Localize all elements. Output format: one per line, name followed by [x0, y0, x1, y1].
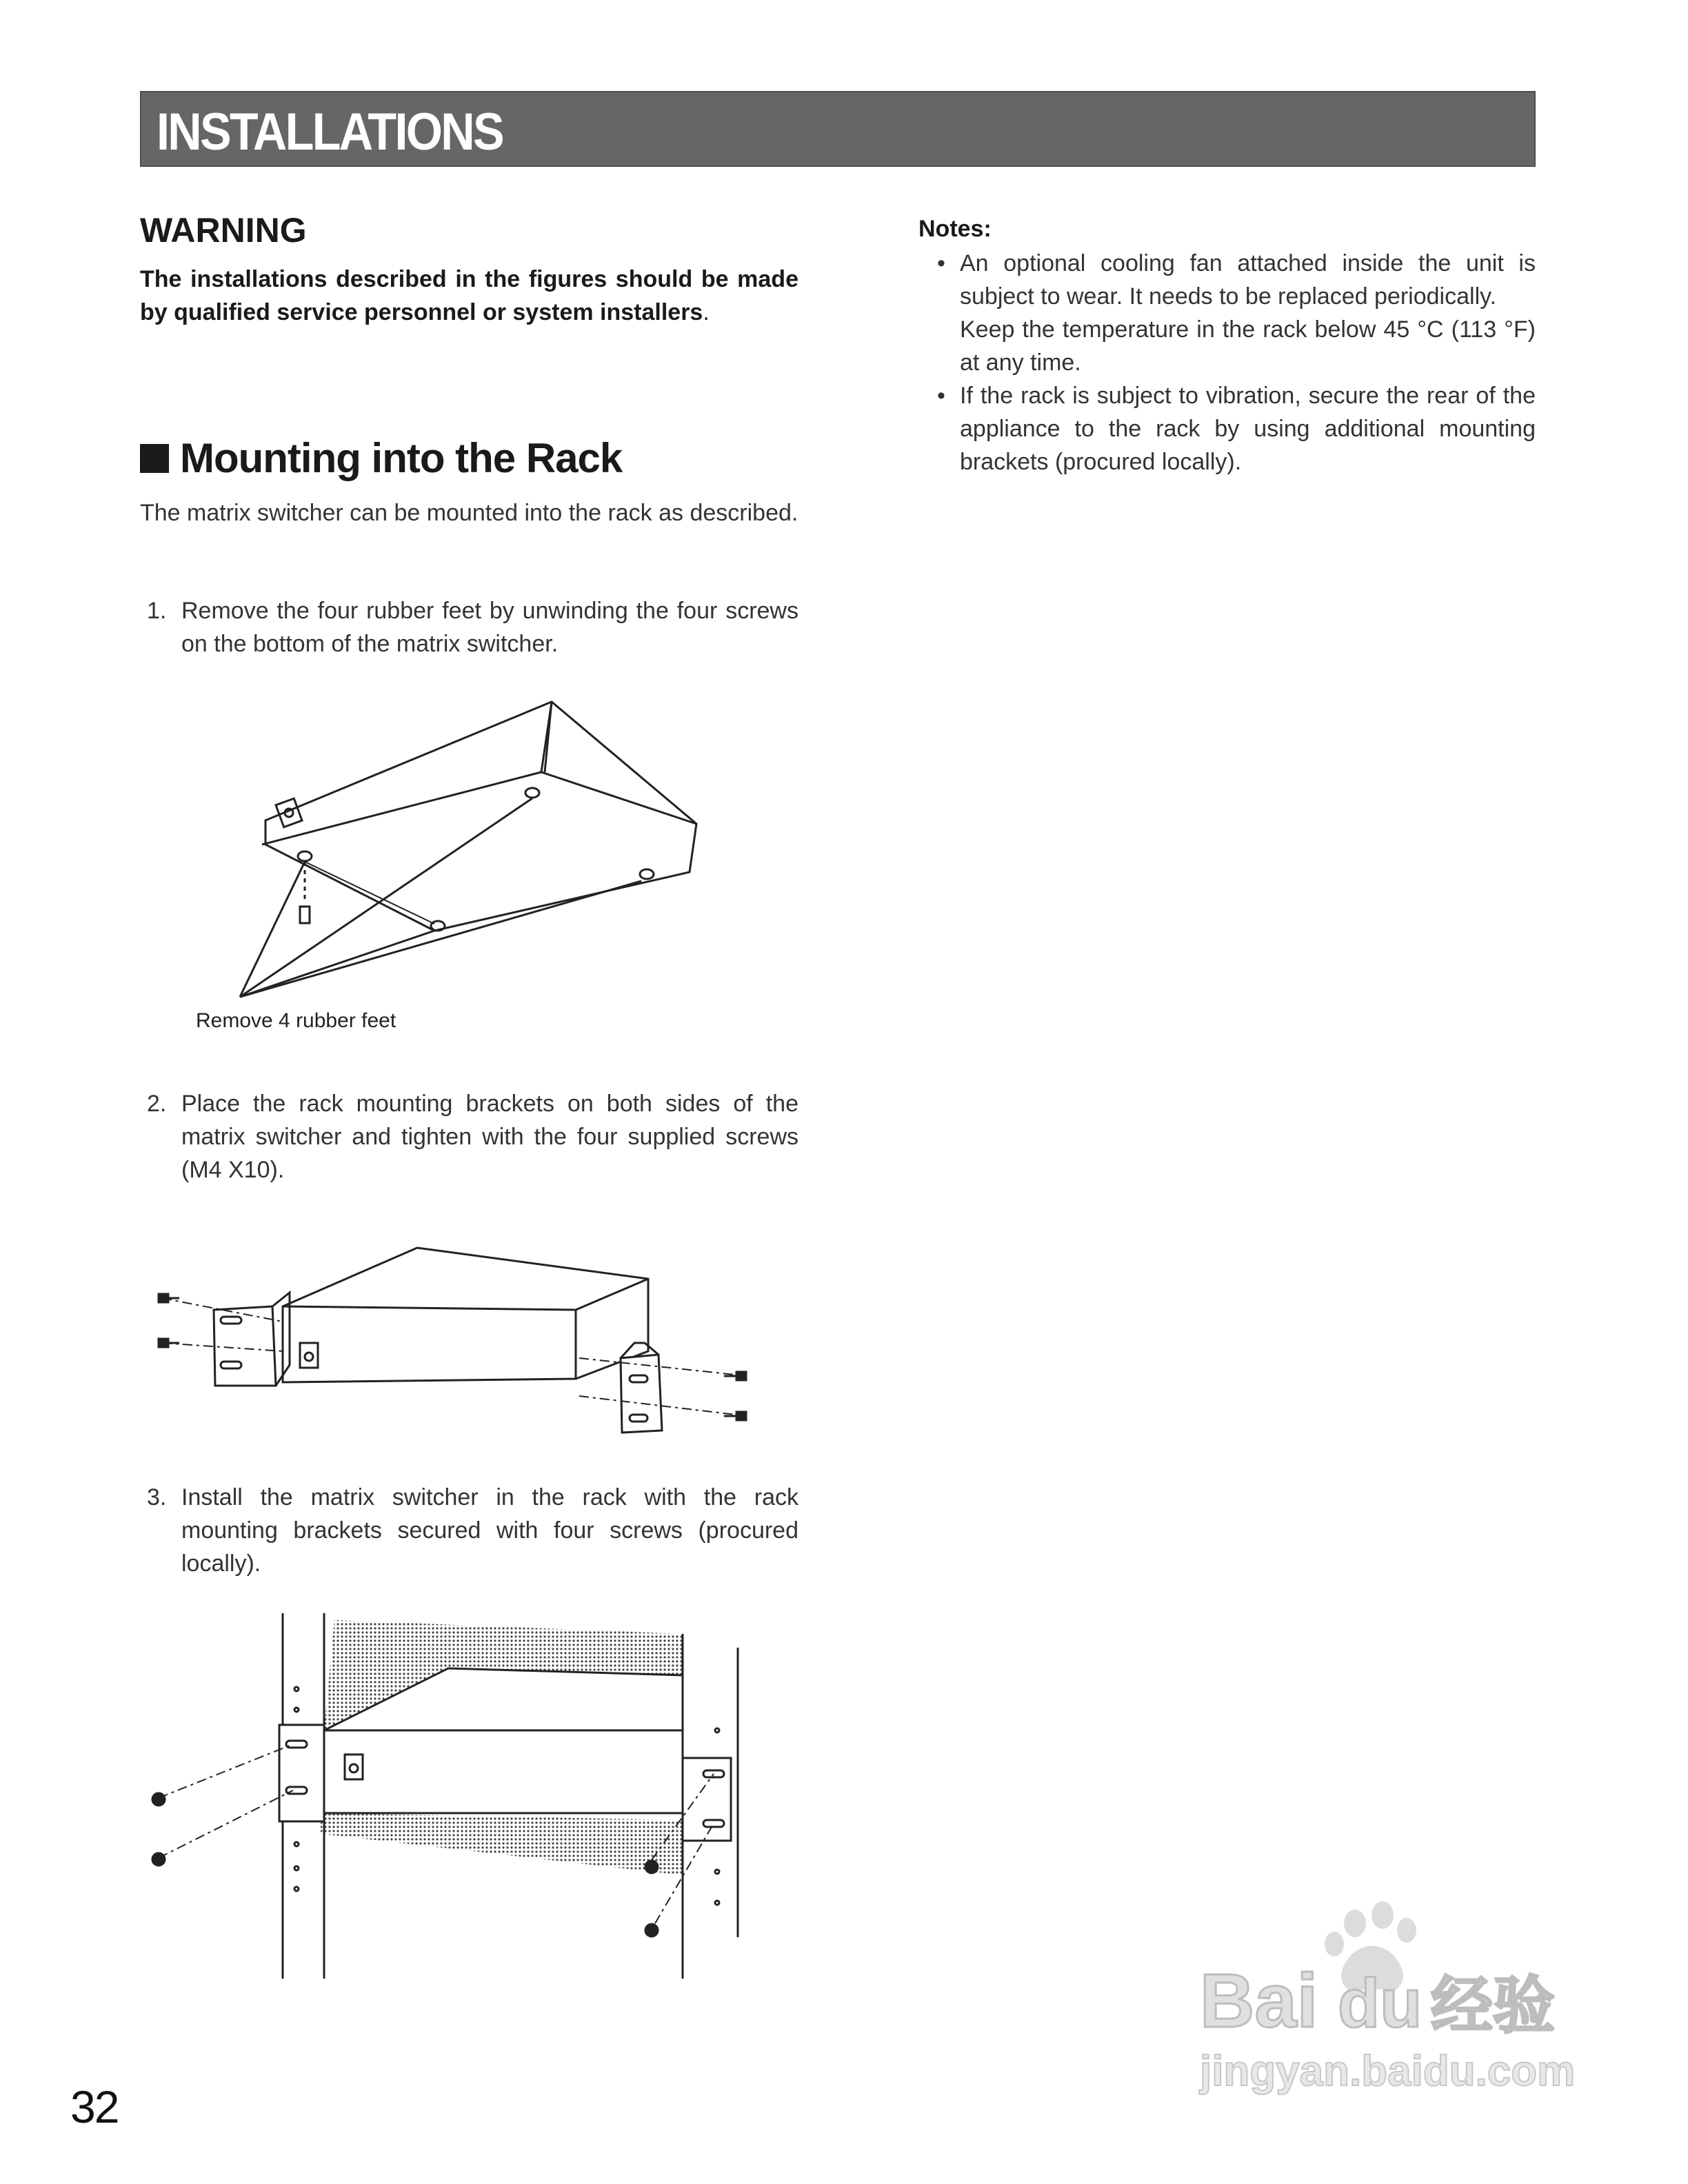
- step-2: [147, 1087, 798, 1186]
- svg-text:jingyan.baidu.com: jingyan.baidu.com: [1200, 2048, 1576, 2095]
- step-3: [147, 1481, 798, 1580]
- notes-heading: Notes:: [918, 216, 992, 242]
- figure-1-caption: Remove 4 rubber feet: [196, 1009, 396, 1032]
- svg-text:Bai: Bai: [1200, 1959, 1318, 2043]
- bullet-icon: •: [937, 383, 945, 409]
- note-text: Keep the temperature in the rack below 45 °C (113 °F) at any time.: [960, 316, 1536, 376]
- section-header-bar: [140, 91, 1536, 167]
- step-text: Install the matrix switcher in the rack with the rack mounting brackets secured with four screws (procured locally).: [181, 1484, 798, 1577]
- svg-text:du: du: [1338, 1965, 1423, 2042]
- square-bullet-icon: [140, 444, 169, 473]
- step-text: Remove the four rubber feet by unwinding the four screws on the bottom of the matrix switcher.: [181, 598, 798, 657]
- step-text: Place the rack mounting brackets on both sides of the matrix switcher and tighten with the four supplied screws (M4 X10).: [181, 1091, 798, 1183]
- warning-heading: WARNING: [140, 211, 307, 250]
- step-number: 1.: [147, 598, 167, 624]
- warning-text: [140, 263, 798, 329]
- bullet-icon: [918, 313, 960, 379]
- warning-text-bold: The installations described in the figures should be made by qualified service personnel or system installers: [140, 266, 798, 325]
- note-item: [918, 247, 1536, 313]
- bullet-icon: •: [937, 250, 945, 276]
- step-number: 2.: [147, 1091, 167, 1117]
- baidu-watermark-logo-icon: [1186, 1889, 1586, 2096]
- rubber-feet-figure: [228, 696, 710, 1007]
- warning-block: [140, 210, 798, 329]
- section-intro: The matrix switcher can be mounted into the rack as described.: [140, 500, 798, 526]
- notes-block: [918, 216, 1536, 478]
- rack-install-figure: [138, 1606, 758, 1992]
- note-item: [918, 313, 1536, 379]
- rack-brackets-figure: [152, 1241, 758, 1448]
- page-title: INSTALLATIONS: [157, 103, 503, 161]
- step-1: [147, 594, 798, 660]
- note-item: [918, 379, 1536, 478]
- note-text: An optional cooling fan attached inside the unit is subject to wear. It needs to be replaced periodically.: [960, 250, 1536, 310]
- warning-text-end: .: [703, 299, 710, 325]
- section-heading: [140, 434, 622, 482]
- note-text: If the rack is subject to vibration, secure the rear of the appliance to the rack by using additional mounting brackets (procured locally).: [960, 383, 1536, 475]
- step-number: 3.: [147, 1484, 167, 1510]
- svg-text:经验: 经验: [1431, 1970, 1555, 2042]
- section-heading-text: Mounting into the Rack: [180, 435, 623, 481]
- page-number: 32: [70, 2081, 119, 2132]
